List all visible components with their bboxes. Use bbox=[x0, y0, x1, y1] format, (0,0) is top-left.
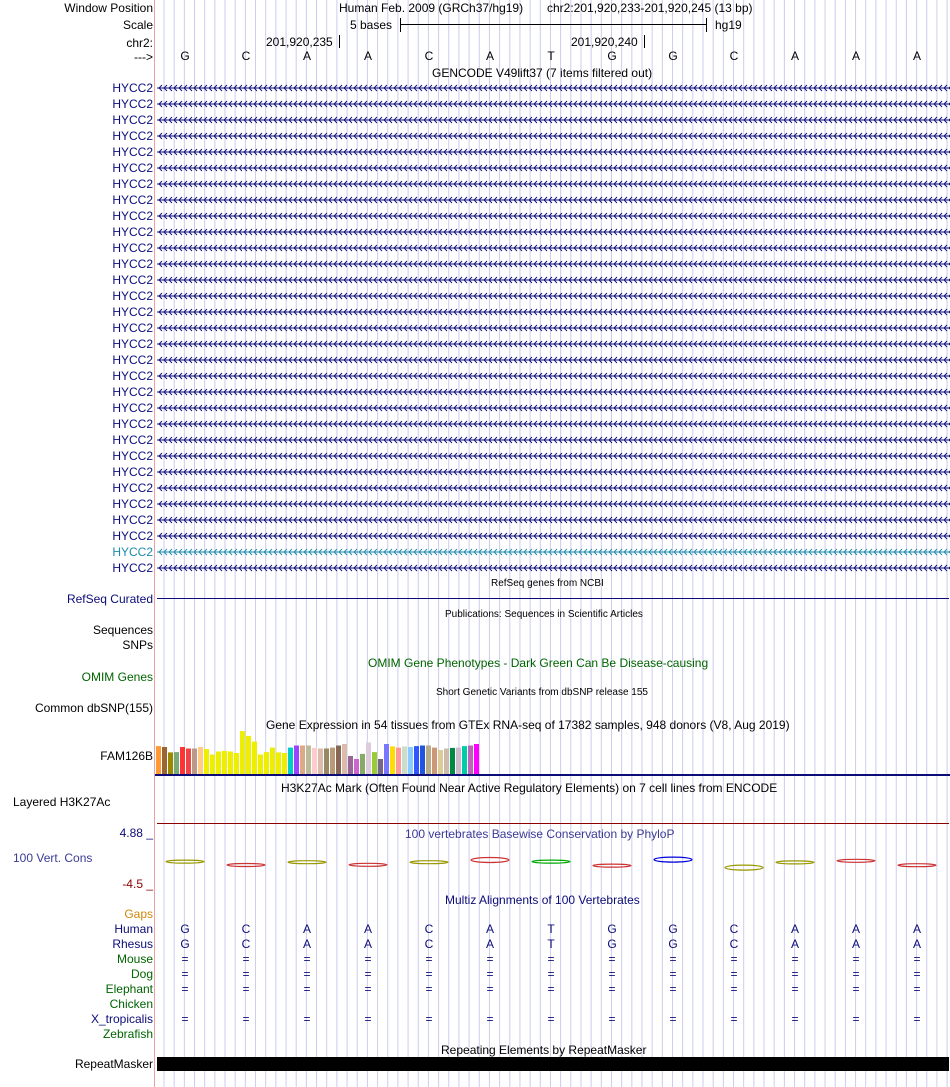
gencode-gene-label[interactable]: HYCC2 bbox=[112, 145, 153, 159]
phylop-track-title: 100 vertebrates Basewise Conservation by PhyloP bbox=[405, 827, 675, 841]
gtex-tissue-bar bbox=[342, 744, 347, 774]
gtex-tissue-bar bbox=[360, 754, 365, 774]
multiz-base: = bbox=[608, 952, 616, 966]
phylop-label[interactable]: 100 Vert. Cons bbox=[13, 851, 93, 865]
phylop-value-mark bbox=[593, 864, 631, 867]
gencode-gene-feature[interactable] bbox=[157, 531, 950, 541]
gencode-gene-label[interactable]: HYCC2 bbox=[112, 353, 153, 367]
multiz-base: = bbox=[791, 982, 799, 996]
multiz-base: = bbox=[669, 952, 677, 966]
gencode-gene-label[interactable]: HYCC2 bbox=[112, 209, 153, 223]
gencode-gene-label[interactable]: HYCC2 bbox=[112, 113, 153, 127]
h3k27ac-track-title: H3K27Ac Mark (Often Found Near Active Regulatory Elements) on 7 cell lines from ENCODE bbox=[281, 781, 778, 795]
multiz-species-sequence bbox=[155, 997, 950, 1011]
multiz-base: A bbox=[851, 922, 861, 936]
phylop-value-mark bbox=[837, 859, 875, 862]
multiz-base: = bbox=[425, 952, 433, 966]
multiz-base: G bbox=[668, 937, 678, 951]
multiz-base: = bbox=[181, 982, 189, 996]
gencode-gene-label[interactable]: HYCC2 bbox=[112, 81, 153, 95]
gencode-gene-feature[interactable] bbox=[157, 99, 950, 109]
multiz-base: C bbox=[729, 937, 739, 951]
gtex-tissue-bar bbox=[192, 749, 197, 775]
multiz-base: = bbox=[303, 952, 311, 966]
base-letter: A bbox=[485, 49, 495, 63]
gencode-gene-feature[interactable] bbox=[157, 467, 950, 477]
multiz-base: A bbox=[790, 922, 800, 936]
gencode-gene-feature[interactable] bbox=[157, 515, 950, 525]
gtex-track-title: Gene Expression in 54 tissues from GTEx RNA-seq of 17382 samples, 948 donors (V8, Aug 2019) bbox=[266, 718, 790, 732]
multiz-species-label[interactable]: X_tropicalis bbox=[90, 1012, 153, 1026]
gencode-gene-feature[interactable] bbox=[157, 275, 950, 285]
base-letter: C bbox=[729, 49, 739, 63]
gencode-gene-label[interactable]: HYCC2 bbox=[112, 321, 153, 335]
phylop-value-mark bbox=[725, 865, 763, 870]
coord-label-1: 201,920,235 bbox=[266, 35, 333, 49]
gtex-tissue-bar bbox=[456, 748, 461, 774]
gtex-tissue-bar bbox=[384, 744, 389, 774]
gtex-tissue-bar bbox=[324, 749, 329, 775]
multiz-species-sequence bbox=[155, 982, 950, 996]
multiz-base: = bbox=[242, 1012, 250, 1026]
multiz-base: C bbox=[241, 922, 251, 936]
multiz-base: = bbox=[669, 967, 677, 981]
multiz-species-label[interactable]: Mouse bbox=[116, 952, 153, 966]
position-text: chr2:201,920,233-201,920,245 (13 bp) bbox=[547, 1, 753, 15]
multiz-base: = bbox=[364, 1012, 372, 1026]
multiz-base: G bbox=[180, 937, 190, 951]
gencode-gene-feature[interactable] bbox=[157, 163, 950, 173]
gencode-gene-feature[interactable] bbox=[157, 483, 950, 493]
gtex-tissue-bar bbox=[474, 744, 479, 774]
gencode-gene-feature[interactable] bbox=[157, 419, 950, 429]
gencode-gene-feature[interactable] bbox=[157, 499, 950, 509]
multiz-species-label[interactable]: Rhesus bbox=[112, 937, 153, 951]
repeatmasker-label[interactable]: RepeatMasker bbox=[74, 1057, 153, 1071]
multiz-base: = bbox=[852, 952, 860, 966]
gencode-gene-label[interactable]: HYCC2 bbox=[112, 529, 153, 543]
multiz-base: = bbox=[913, 952, 921, 966]
gtex-tissue-bar bbox=[306, 746, 311, 775]
gtex-tissue-bar bbox=[288, 748, 293, 774]
multiz-base: G bbox=[607, 937, 617, 951]
base-letter: G bbox=[607, 49, 617, 63]
gtex-tissue-bar bbox=[432, 748, 437, 774]
multiz-gaps-label: Gaps bbox=[124, 907, 153, 921]
gtex-tissue-bar bbox=[462, 746, 467, 774]
gencode-gene-label[interactable]: HYCC2 bbox=[112, 545, 153, 559]
gtex-tissue-bar bbox=[312, 748, 317, 774]
gencode-gene-label[interactable]: HYCC2 bbox=[112, 401, 153, 415]
multiz-base: = bbox=[364, 967, 372, 981]
phylop-value-mark bbox=[349, 863, 387, 866]
base-letter: A bbox=[790, 49, 800, 63]
strand-label: ---> bbox=[134, 50, 153, 64]
gtex-tissue-bar bbox=[246, 736, 251, 774]
gtex-tissue-bar bbox=[372, 752, 377, 774]
multiz-base: A bbox=[790, 937, 800, 951]
gencode-gene-feature[interactable] bbox=[157, 243, 950, 253]
multiz-base: = bbox=[547, 982, 555, 996]
phylop-value-mark bbox=[227, 864, 265, 867]
gtex-tissue-bar bbox=[276, 752, 281, 774]
gtex-expression-bars[interactable] bbox=[155, 731, 950, 777]
multiz-base: = bbox=[303, 967, 311, 981]
multiz-base: = bbox=[791, 952, 799, 966]
multiz-base: = bbox=[669, 982, 677, 996]
phylop-value-mark bbox=[654, 857, 692, 862]
gtex-tissue-bar bbox=[252, 742, 257, 774]
gtex-tissue-bar bbox=[228, 752, 233, 775]
gencode-gene-feature[interactable] bbox=[157, 115, 950, 125]
dbsnp-track-title: Short Genetic Variants from dbSNP release 155 bbox=[436, 687, 648, 698]
scale-bases: 5 bases bbox=[350, 18, 393, 32]
multiz-base: A bbox=[485, 937, 495, 951]
gtex-tissue-bar bbox=[222, 751, 227, 774]
gtex-gene-label[interactable]: FAM126B bbox=[100, 749, 153, 763]
gencode-gene-feature[interactable] bbox=[157, 451, 950, 461]
multiz-species-label[interactable]: Zebrafish bbox=[102, 1027, 153, 1041]
multiz-base: = bbox=[425, 982, 433, 996]
multiz-base: A bbox=[912, 922, 922, 936]
multiz-base: A bbox=[851, 937, 861, 951]
repeatmasker-track-title: Repeating Elements by RepeatMasker bbox=[441, 1043, 647, 1057]
publications-track-title: Publications: Sequences in Scientific Articles bbox=[445, 609, 643, 620]
scale-label: Scale bbox=[122, 18, 153, 32]
publications-label-snps[interactable]: SNPs bbox=[122, 638, 153, 652]
gencode-gene-label[interactable]: HYCC2 bbox=[112, 305, 153, 319]
multiz-base: = bbox=[913, 982, 921, 996]
multiz-base: C bbox=[424, 937, 434, 951]
gtex-tissue-bar bbox=[414, 746, 419, 774]
multiz-base: = bbox=[425, 967, 433, 981]
gtex-tissue-bar bbox=[300, 746, 305, 775]
gencode-gene-label[interactable]: HYCC2 bbox=[112, 241, 153, 255]
multiz-species-sequence bbox=[155, 1012, 950, 1026]
multiz-base: = bbox=[852, 982, 860, 996]
multiz-base: = bbox=[486, 1012, 494, 1026]
gencode-gene-feature[interactable] bbox=[157, 83, 950, 93]
multiz-base: = bbox=[669, 1012, 677, 1026]
gtex-tissue-bar bbox=[318, 749, 323, 775]
repeatmasker-element[interactable] bbox=[157, 1057, 949, 1071]
base-letter: G bbox=[180, 49, 190, 63]
multiz-base: = bbox=[730, 1012, 738, 1026]
gencode-gene-label[interactable]: HYCC2 bbox=[112, 513, 153, 527]
multiz-base: G bbox=[180, 922, 190, 936]
gencode-gene-feature[interactable] bbox=[157, 435, 950, 445]
multiz-species-sequence bbox=[155, 967, 950, 981]
multiz-base: A bbox=[485, 922, 495, 936]
multiz-base: = bbox=[181, 1012, 189, 1026]
gencode-gene-feature[interactable] bbox=[157, 291, 950, 301]
gtex-tissue-bar bbox=[294, 746, 299, 775]
gtex-tissue-bar bbox=[234, 753, 239, 774]
multiz-species-sequence bbox=[155, 1027, 950, 1041]
multiz-base: = bbox=[913, 967, 921, 981]
publications-label-sequences[interactable]: Sequences bbox=[92, 623, 153, 637]
multiz-base: = bbox=[791, 1012, 799, 1026]
multiz-base: = bbox=[608, 982, 616, 996]
multiz-base: = bbox=[242, 967, 250, 981]
gencode-gene-label[interactable]: HYCC2 bbox=[112, 433, 153, 447]
multiz-base: = bbox=[242, 952, 250, 966]
multiz-base: = bbox=[303, 982, 311, 996]
window-position-label: Window Position bbox=[64, 1, 153, 15]
gtex-tissue-bar bbox=[180, 747, 185, 774]
multiz-base: = bbox=[303, 1012, 311, 1026]
refseq-label[interactable]: RefSeq Curated bbox=[66, 592, 153, 606]
phylop-value-mark bbox=[288, 861, 326, 864]
phylop-min-label: -4.5 _ bbox=[122, 877, 153, 891]
h3k27ac-baseline bbox=[157, 823, 949, 824]
multiz-species-label[interactable]: Chicken bbox=[109, 997, 153, 1011]
gtex-tissue-bar bbox=[444, 749, 449, 775]
genome-title: Human Feb. 2009 (GRCh37/hg19) bbox=[339, 1, 524, 15]
gencode-gene-feature[interactable] bbox=[157, 147, 950, 157]
coord-label-2: 201,920,240 bbox=[571, 35, 638, 49]
gtex-tissue-bar bbox=[204, 749, 209, 774]
multiz-species-label[interactable]: Human bbox=[114, 922, 153, 936]
gtex-tissue-bar bbox=[156, 746, 161, 774]
multiz-base: A bbox=[302, 937, 312, 951]
multiz-base: = bbox=[791, 967, 799, 981]
refseq-track-title: RefSeq genes from NCBI bbox=[491, 578, 604, 589]
chrom-label: chr2: bbox=[126, 36, 153, 50]
gencode-gene-feature[interactable] bbox=[157, 195, 950, 205]
multiz-base: C bbox=[424, 922, 434, 936]
multiz-base: C bbox=[241, 937, 251, 951]
base-letter: A bbox=[302, 49, 312, 63]
gtex-tissue-bar bbox=[264, 752, 269, 774]
gtex-tissue-bar bbox=[354, 759, 359, 774]
gtex-tissue-bar bbox=[396, 748, 401, 774]
gencode-gene-feature[interactable] bbox=[157, 179, 950, 189]
multiz-base: = bbox=[547, 952, 555, 966]
gencode-gene-label[interactable]: HYCC2 bbox=[112, 177, 153, 191]
base-letter: A bbox=[363, 49, 373, 63]
multiz-base: A bbox=[302, 922, 312, 936]
gencode-gene-label[interactable]: HYCC2 bbox=[112, 97, 153, 111]
multiz-species-sequence bbox=[155, 937, 950, 951]
gencode-gene-feature[interactable] bbox=[157, 355, 950, 365]
phylop-value-mark bbox=[532, 860, 570, 863]
gtex-tissue-bar bbox=[402, 746, 407, 774]
gencode-gene-label[interactable]: HYCC2 bbox=[112, 385, 153, 399]
gtex-tissue-bar bbox=[378, 759, 383, 774]
multiz-species-sequence bbox=[155, 922, 950, 936]
gtex-tissue-bar bbox=[366, 743, 371, 775]
gencode-gene-feature[interactable] bbox=[157, 211, 950, 221]
gencode-gene-feature[interactable] bbox=[157, 307, 950, 317]
phylop-value-mark bbox=[898, 864, 936, 867]
gtex-tissue-bar bbox=[270, 748, 275, 774]
gencode-gene-feature[interactable] bbox=[157, 131, 950, 141]
gtex-tissue-bar bbox=[258, 755, 263, 775]
gencode-gene-label[interactable]: HYCC2 bbox=[112, 257, 153, 271]
phylop-value-mark bbox=[410, 861, 448, 864]
multiz-base: = bbox=[181, 967, 189, 981]
base-letter: C bbox=[424, 49, 434, 63]
omim-track-title: OMIM Gene Phenotypes - Dark Green Can Be Disease-causing bbox=[368, 656, 709, 670]
gtex-tissue-bar bbox=[408, 747, 413, 774]
dbsnp-label[interactable]: Common dbSNP(155) bbox=[34, 701, 153, 715]
gencode-gene-label[interactable]: HYCC2 bbox=[112, 273, 153, 287]
scale-assembly: hg19 bbox=[715, 18, 742, 32]
gtex-tissue-bar bbox=[198, 747, 203, 774]
gencode-gene-label[interactable]: HYCC2 bbox=[112, 369, 153, 383]
gtex-tissue-bar bbox=[240, 731, 245, 774]
gencode-gene-label[interactable]: HYCC2 bbox=[112, 289, 153, 303]
gtex-tissue-bar bbox=[390, 746, 395, 774]
gencode-gene-label[interactable]: HYCC2 bbox=[112, 481, 153, 495]
phylop-value-mark bbox=[166, 860, 204, 863]
multiz-base: = bbox=[730, 952, 738, 966]
gtex-tissue-bar bbox=[174, 752, 179, 774]
phylop-value-mark bbox=[776, 861, 814, 864]
gencode-gene-feature[interactable] bbox=[157, 547, 950, 557]
gencode-gene-label[interactable]: HYCC2 bbox=[112, 449, 153, 463]
gtex-tissue-bar bbox=[186, 749, 191, 775]
gtex-tissue-bar bbox=[348, 756, 353, 774]
gencode-gene-label[interactable]: HYCC2 bbox=[112, 561, 153, 575]
multiz-base: A bbox=[363, 922, 373, 936]
multiz-species-label[interactable]: Dog bbox=[130, 967, 153, 981]
gencode-gene-feature[interactable] bbox=[157, 259, 950, 269]
gencode-gene-feature[interactable] bbox=[157, 339, 950, 349]
gencode-gene-label[interactable]: HYCC2 bbox=[112, 465, 153, 479]
base-letter: G bbox=[668, 49, 678, 63]
multiz-base: A bbox=[363, 937, 373, 951]
gencode-gene-label[interactable]: HYCC2 bbox=[112, 225, 153, 239]
multiz-species-sequence bbox=[155, 952, 950, 966]
phylop-max-label: 4.88 _ bbox=[119, 826, 153, 840]
gencode-gene-feature[interactable] bbox=[157, 323, 950, 333]
base-letter: C bbox=[241, 49, 251, 63]
gencode-gene-feature[interactable] bbox=[157, 371, 950, 381]
multiz-base: = bbox=[486, 982, 494, 996]
omim-label[interactable]: OMIM Genes bbox=[81, 670, 153, 684]
multiz-base: T bbox=[547, 922, 555, 936]
gtex-tissue-bar bbox=[210, 755, 215, 775]
gtex-tissue-bar bbox=[420, 746, 425, 775]
multiz-base: = bbox=[364, 982, 372, 996]
phylop-conservation-graph[interactable] bbox=[155, 835, 950, 890]
multiz-base: G bbox=[668, 922, 678, 936]
multiz-base: = bbox=[608, 967, 616, 981]
gencode-gene-label[interactable]: HYCC2 bbox=[112, 337, 153, 351]
multiz-base: = bbox=[608, 1012, 616, 1026]
multiz-base: = bbox=[364, 952, 372, 966]
gtex-tissue-bar bbox=[216, 752, 221, 775]
gtex-tissue-bar bbox=[330, 748, 335, 774]
gencode-gene-feature[interactable] bbox=[157, 387, 950, 397]
gencode-gene-feature[interactable] bbox=[157, 563, 950, 573]
gencode-gene-label[interactable]: HYCC2 bbox=[112, 193, 153, 207]
multiz-species-label[interactable]: Elephant bbox=[105, 982, 153, 996]
multiz-track-title: Multiz Alignments of 100 Vertebrates bbox=[445, 893, 640, 907]
base-letter: A bbox=[851, 49, 861, 63]
multiz-base: = bbox=[425, 1012, 433, 1026]
gtex-tissue-bar bbox=[282, 753, 287, 774]
multiz-base: A bbox=[912, 937, 922, 951]
multiz-base: = bbox=[730, 982, 738, 996]
base-letter: T bbox=[547, 49, 555, 63]
gtex-tissue-bar bbox=[468, 746, 473, 775]
gencode-gene-feature[interactable] bbox=[157, 403, 950, 413]
multiz-base: = bbox=[913, 1012, 921, 1026]
multiz-base: = bbox=[547, 1012, 555, 1026]
gtex-tissue-bar bbox=[168, 752, 173, 774]
gtex-tissue-bar bbox=[438, 750, 443, 774]
gencode-gene-label[interactable]: HYCC2 bbox=[112, 161, 153, 175]
gencode-gene-label[interactable]: HYCC2 bbox=[112, 497, 153, 511]
multiz-base: = bbox=[730, 967, 738, 981]
multiz-base: = bbox=[852, 967, 860, 981]
gtex-tissue-bar bbox=[450, 748, 455, 774]
multiz-base: T bbox=[547, 937, 555, 951]
gtex-tissue-bar bbox=[162, 747, 167, 774]
multiz-base: G bbox=[607, 922, 617, 936]
multiz-base: = bbox=[547, 967, 555, 981]
refseq-gene-line[interactable] bbox=[157, 598, 949, 599]
phylop-value-mark bbox=[471, 858, 509, 863]
multiz-base: = bbox=[486, 967, 494, 981]
gencode-gene-feature[interactable] bbox=[157, 227, 950, 237]
gtex-tissue-bar bbox=[426, 746, 431, 775]
multiz-base: C bbox=[729, 922, 739, 936]
gencode-track-title: GENCODE V49lift37 (7 items filtered out) bbox=[432, 66, 653, 80]
h3k27ac-label[interactable]: Layered H3K27Ac bbox=[13, 795, 111, 809]
base-letter: A bbox=[912, 49, 922, 63]
gencode-gene-label[interactable]: HYCC2 bbox=[112, 129, 153, 143]
multiz-base: = bbox=[181, 952, 189, 966]
multiz-base: = bbox=[486, 952, 494, 966]
gencode-gene-label[interactable]: HYCC2 bbox=[112, 417, 153, 431]
multiz-base: = bbox=[852, 1012, 860, 1026]
gtex-tissue-bar bbox=[336, 746, 341, 775]
multiz-base: = bbox=[242, 982, 250, 996]
